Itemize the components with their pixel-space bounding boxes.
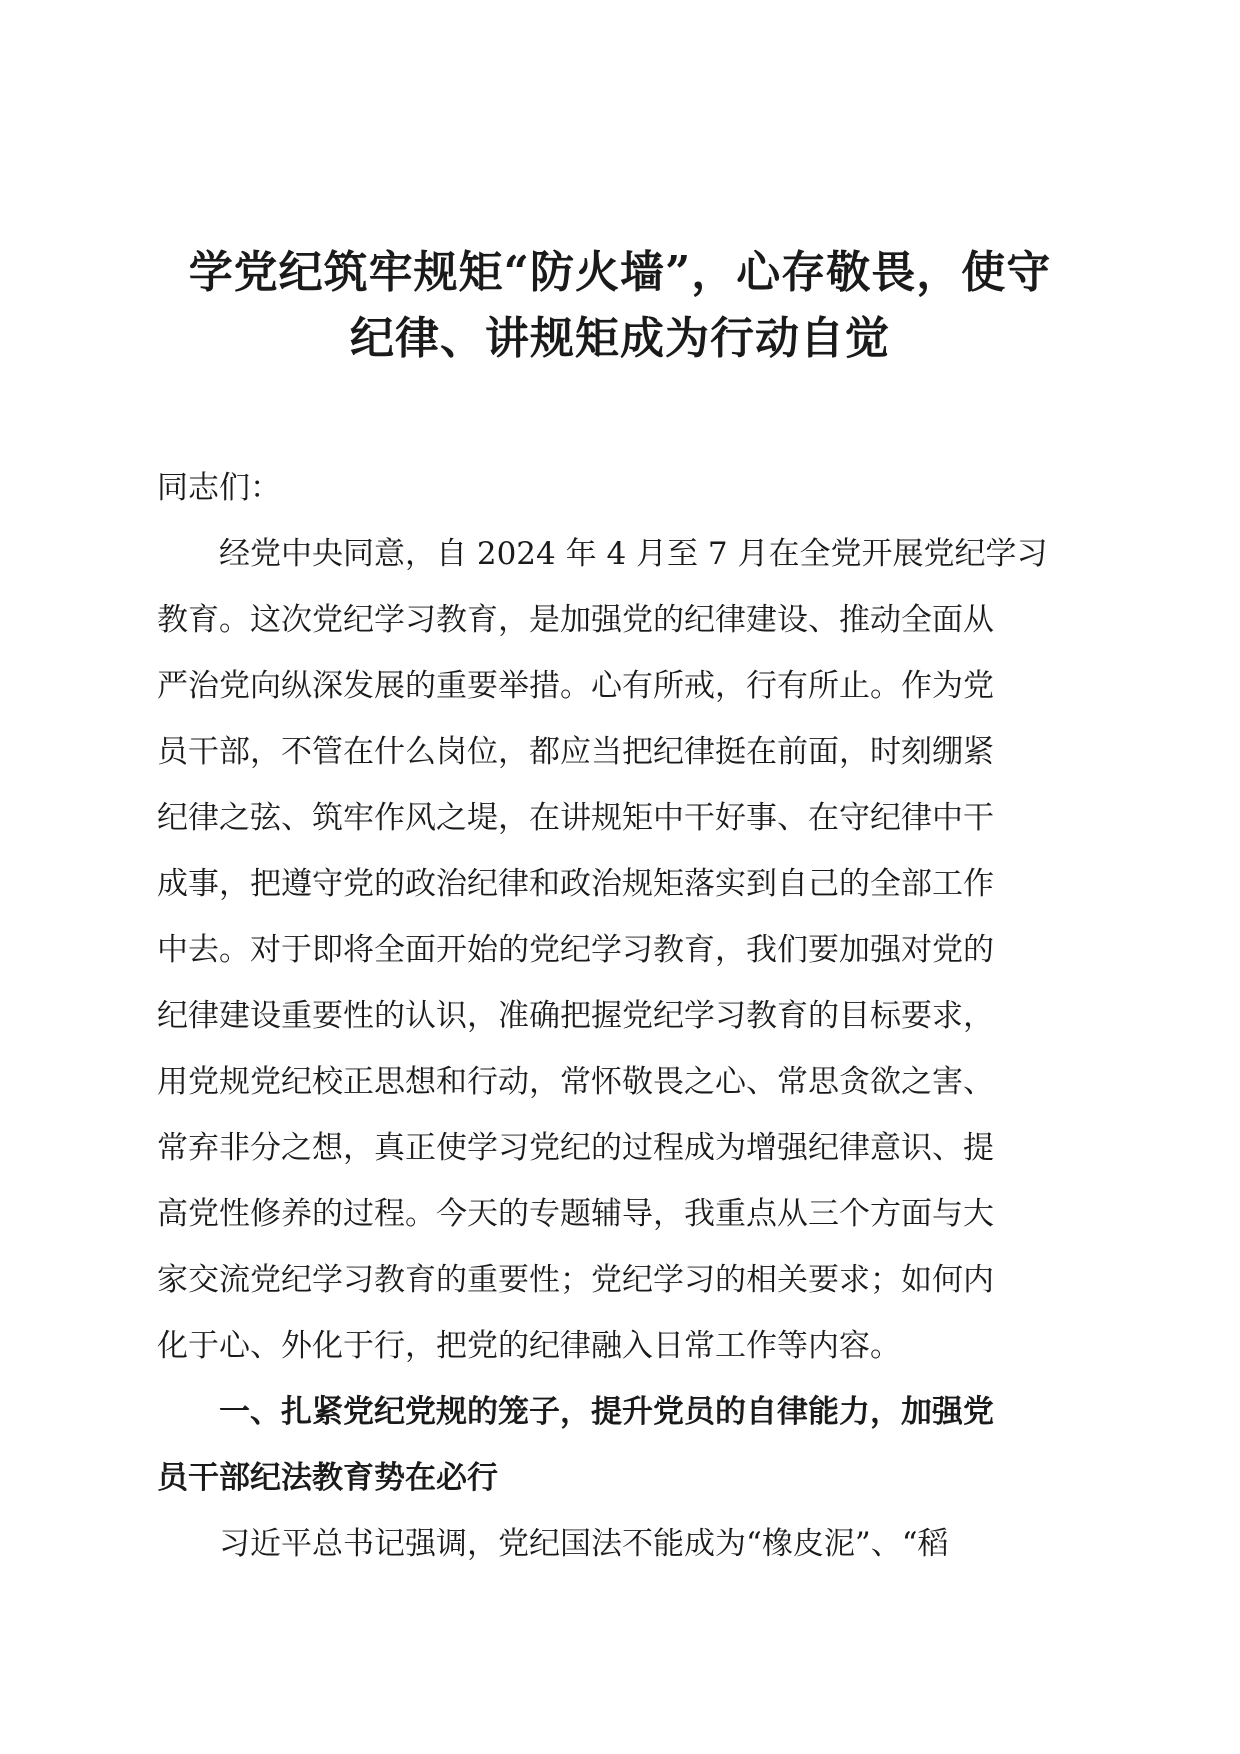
- paragraph-line: 中去。对于即将全面开始的党纪学习教育，我们要加强对党的: [157, 932, 994, 968]
- heading-line: 员干部纪法教育势在必行: [157, 1460, 498, 1496]
- section-paragraph: [157, 1511, 1083, 1577]
- paragraph-line: 用党规党纪校正思想和行动，常怀敬畏之心、常思贪欲之害、: [157, 1064, 994, 1100]
- paragraph-line: 高党性修养的过程。今天的专题辅导，我重点从三个方面与大: [157, 1196, 994, 1232]
- heading-line: 一、扎紧党纪党规的笼子，提升党员的自律能力，加强党: [219, 1394, 994, 1430]
- paragraph-line: 习近平总书记强调，党纪国法不能成为“橡皮泥”、“稻: [219, 1526, 949, 1562]
- paragraph-line: 经党中央同意，自 2024 年 4 月至 7 月在全党开展党纪学习: [219, 536, 1048, 572]
- intro-paragraph: [157, 521, 1083, 1379]
- document-body: [157, 455, 1083, 1577]
- paragraph-line: 纪律之弦、筑牢作风之堤，在讲规矩中干好事、在守纪律中干: [157, 800, 994, 836]
- paragraph-line: 成事，把遵守党的政治纪律和政治规矩落实到自己的全部工作: [157, 866, 994, 902]
- title-line: 学党纪筑牢规矩“防火墙”，心存敬畏，使守: [188, 247, 1052, 298]
- paragraph-line: 常弃非分之想，真正使学习党纪的过程成为增强纪律意识、提: [157, 1130, 994, 1166]
- paragraph-line: 教育。这次党纪学习教育，是加强党的纪律建设、推动全面从: [157, 602, 994, 638]
- paragraph-line: 员干部，不管在什么岗位，都应当把纪律挺在前面，时刻绷紧: [157, 734, 994, 770]
- paragraph-line: 严治党向纵深发展的重要举措。心有所戒，行有所止。作为党: [157, 668, 994, 704]
- paragraph-line: 纪律建设重要性的认识，准确把握党纪学习教育的目标要求，: [157, 998, 994, 1034]
- document-title: [150, 240, 1090, 372]
- paragraph-line: 家交流党纪学习教育的重要性；党纪学习的相关要求；如何内: [157, 1262, 994, 1298]
- paragraph-line: 化于心、外化于行，把党的纪律融入日常工作等内容。: [157, 1328, 901, 1364]
- section-heading: [157, 1379, 1083, 1511]
- title-line: 纪律、讲规矩成为行动自觉: [350, 313, 890, 364]
- salutation: 同志们：: [157, 470, 281, 506]
